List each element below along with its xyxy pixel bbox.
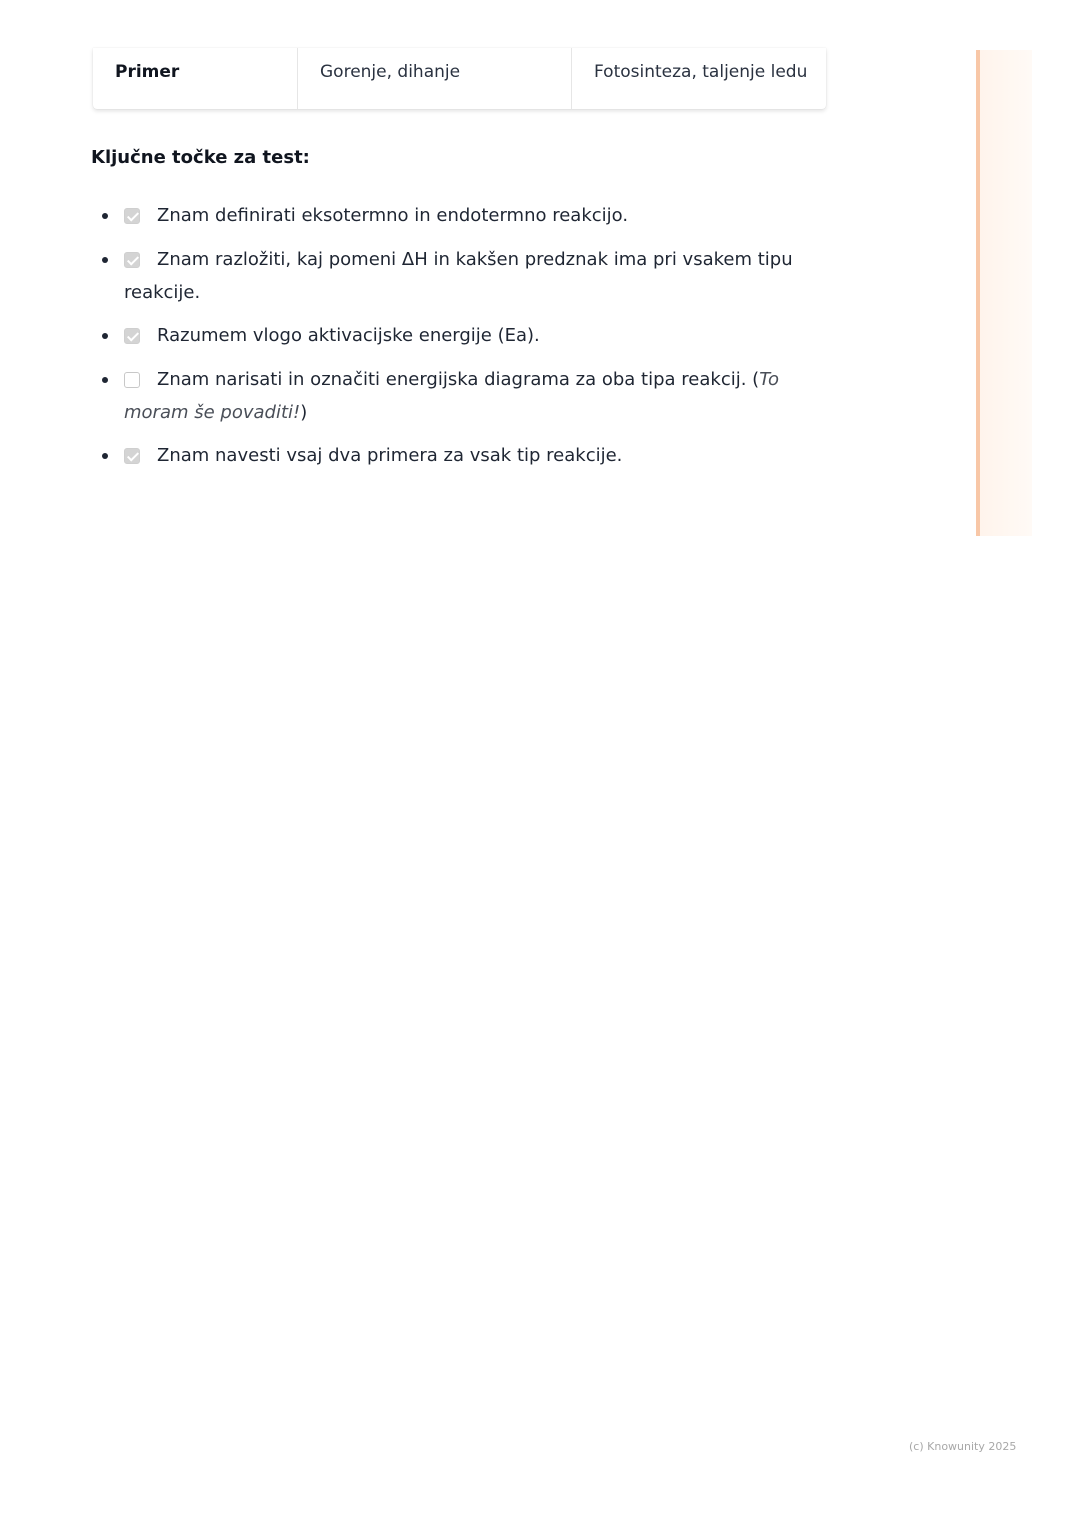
checklist-item-text: Razumem vlogo aktivacijske energije (Ea). bbox=[157, 325, 540, 346]
checklist-item-text-end: ) bbox=[300, 402, 308, 423]
checkbox-checked[interactable] bbox=[124, 328, 140, 344]
checklist-item-text: Znam narisati in označiti energijska diagrama za oba tipa reakcij. ( bbox=[157, 369, 760, 390]
checklist-item bbox=[124, 439, 824, 472]
checklist-item-text: Znam razložiti, kaj pomeni ΔH in kakšen predznak ima pri vsakem tipu reakcije. bbox=[124, 249, 793, 303]
checklist-item-note: To moram še povaditi! bbox=[124, 369, 779, 423]
exothermic-example-cell: Gorenje, dihanje bbox=[298, 48, 572, 109]
checklist-item bbox=[124, 199, 824, 232]
checklist-item bbox=[124, 363, 824, 429]
side-accent-panel bbox=[976, 50, 1032, 536]
checklist-item bbox=[124, 319, 824, 352]
checkbox-checked[interactable] bbox=[124, 208, 140, 224]
checklist-item-text: Znam navesti vsaj dva primera za vsak tip reakcije. bbox=[157, 445, 623, 466]
checkbox-checked[interactable] bbox=[124, 252, 140, 268]
endothermic-example-cell: Fotosinteza, taljenje ledu bbox=[594, 62, 808, 82]
key-points-heading: Ključne točke za test: bbox=[91, 147, 310, 168]
row-label-cell: Primer bbox=[93, 48, 298, 109]
checkbox-unchecked[interactable] bbox=[124, 372, 140, 388]
comparison-table-row bbox=[93, 48, 826, 109]
bullet bbox=[102, 377, 108, 383]
bullet bbox=[102, 453, 108, 459]
bullet bbox=[102, 257, 108, 263]
checklist-item-text: Znam definirati eksotermno in endotermno reakcijo. bbox=[157, 205, 629, 226]
bullet bbox=[102, 333, 108, 339]
bullet bbox=[102, 213, 108, 219]
checkbox-checked[interactable] bbox=[124, 448, 140, 464]
copyright-footer: (c) Knowunity 2025 bbox=[909, 1440, 1017, 1453]
checklist-item bbox=[124, 243, 824, 309]
